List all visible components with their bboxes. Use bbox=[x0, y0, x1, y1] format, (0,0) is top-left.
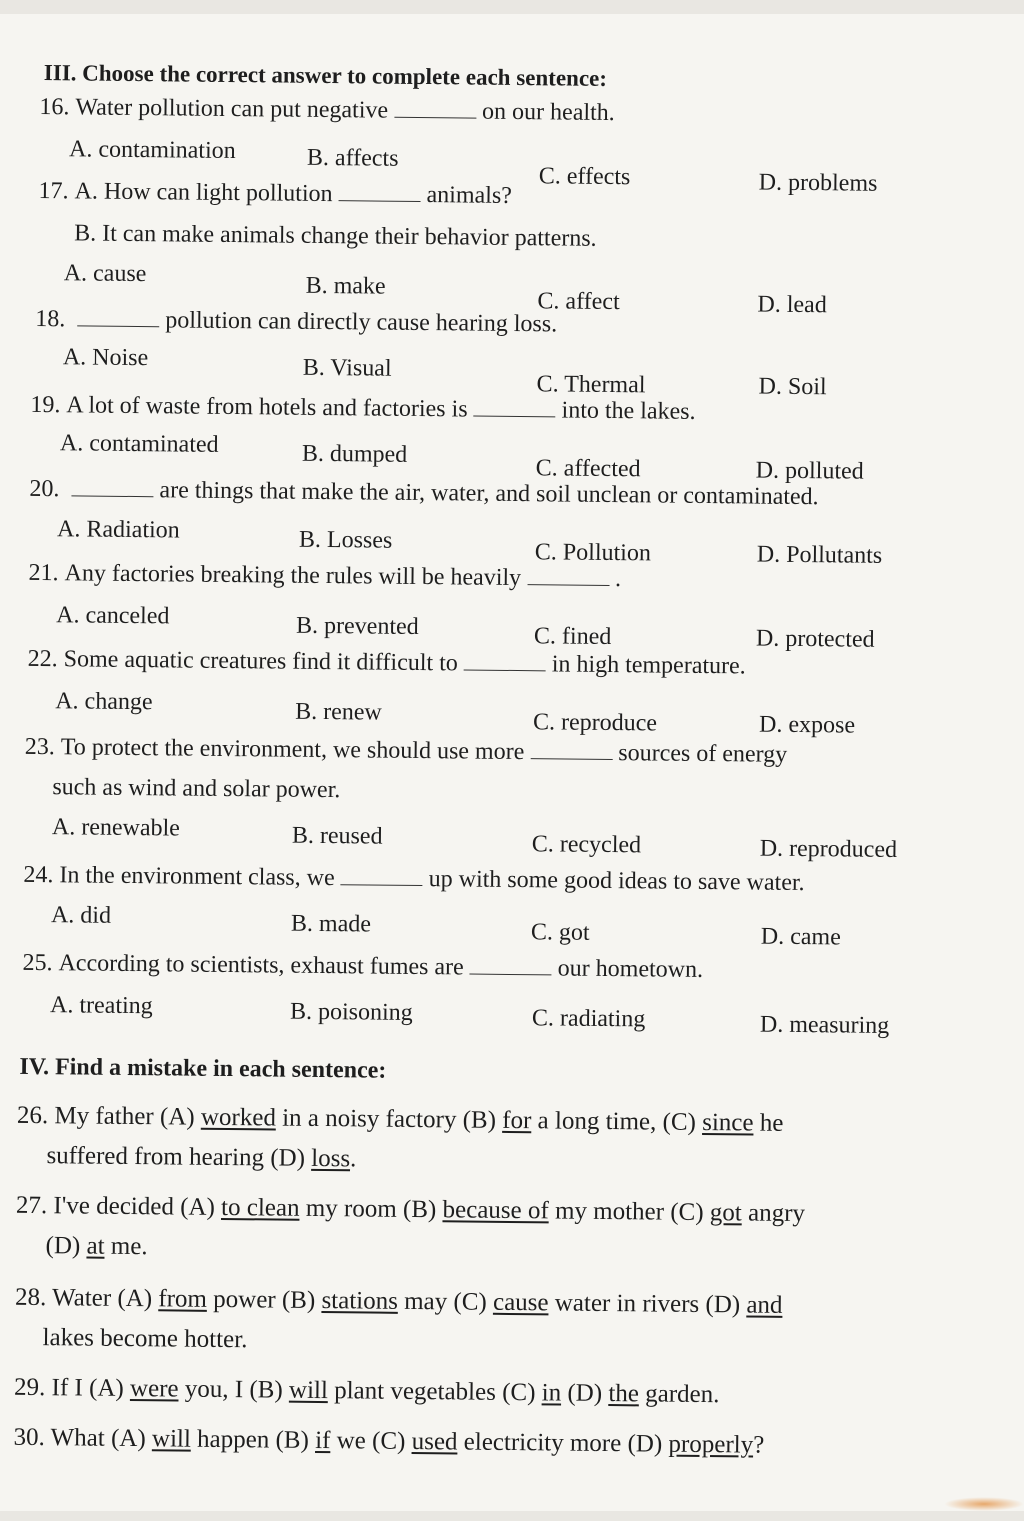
question-text: are things that make the air, water, and soil unclean or contaminated. bbox=[159, 477, 818, 510]
question-text: In the environment class, we bbox=[59, 862, 335, 891]
option-a[interactable]: A. contaminated bbox=[60, 430, 219, 459]
text: happen (B) bbox=[191, 1426, 316, 1454]
question-number: 17. bbox=[38, 178, 68, 204]
question-text: A. How can light pollution bbox=[74, 178, 332, 207]
text: What (A) bbox=[50, 1424, 152, 1452]
question-text: on our health. bbox=[482, 99, 615, 126]
question-number: 30. bbox=[13, 1424, 45, 1451]
question-17 bbox=[38, 178, 512, 209]
question-number: 26. bbox=[17, 1102, 49, 1129]
option-a[interactable]: A. contamination bbox=[69, 136, 236, 165]
question-number: 28. bbox=[15, 1284, 47, 1311]
question-text: According to scientists, exhaust fumes are bbox=[58, 950, 463, 980]
option-d[interactable]: D. Soil bbox=[758, 374, 826, 402]
question-24 bbox=[23, 862, 804, 897]
mistake-question-30 bbox=[13, 1424, 764, 1460]
text: ? bbox=[753, 1432, 764, 1459]
question-number: 27. bbox=[16, 1192, 48, 1219]
option-a[interactable]: A. did bbox=[51, 902, 111, 930]
answer-blank[interactable] bbox=[77, 324, 159, 327]
question-number: 23. bbox=[25, 734, 55, 760]
option-d-word[interactable]: loss bbox=[311, 1145, 350, 1172]
option-d[interactable]: D. problems bbox=[759, 170, 878, 198]
option-b-word[interactable]: stations bbox=[321, 1287, 398, 1315]
option-d-word[interactable]: at bbox=[86, 1233, 104, 1260]
question-number: 20. bbox=[29, 476, 59, 502]
mistake-question-27-line2 bbox=[45, 1232, 147, 1261]
option-b-word[interactable]: if bbox=[315, 1427, 331, 1454]
question-number: 21. bbox=[28, 560, 58, 586]
option-b[interactable]: B. prevented bbox=[296, 613, 419, 641]
section-4-title: IV. Find a mistake in each sentence: bbox=[19, 1054, 386, 1085]
option-b[interactable]: B. poisoning bbox=[290, 999, 413, 1027]
question-number: 29. bbox=[14, 1374, 46, 1401]
question-number: 24. bbox=[23, 862, 53, 888]
option-c-word[interactable]: used bbox=[412, 1428, 458, 1455]
question-text: To protect the environment, we should use more bbox=[61, 734, 525, 765]
option-a[interactable]: A. Noise bbox=[63, 344, 149, 372]
mistake-question-27 bbox=[16, 1192, 805, 1228]
question-text: sources of energy bbox=[618, 740, 787, 768]
question-number: 22. bbox=[28, 646, 58, 672]
text: I've decided (A) bbox=[53, 1192, 221, 1221]
mistake-question-28 bbox=[15, 1284, 783, 1320]
option-c[interactable]: C. recycled bbox=[532, 831, 642, 859]
option-b[interactable]: B. dumped bbox=[302, 441, 408, 469]
option-c[interactable]: C. Thermal bbox=[536, 371, 645, 399]
text: may (C) bbox=[398, 1288, 493, 1316]
text: . bbox=[350, 1145, 357, 1172]
question-22 bbox=[28, 646, 746, 680]
option-c-word[interactable]: since bbox=[702, 1109, 754, 1137]
answer-blank[interactable] bbox=[530, 757, 612, 760]
question-text: animals? bbox=[426, 182, 512, 209]
text: you, I (B) bbox=[178, 1376, 289, 1404]
text: If I (A) bbox=[51, 1374, 130, 1402]
option-d-word[interactable]: and bbox=[746, 1291, 782, 1318]
question-text: A lot of waste from hotels and factories is bbox=[66, 392, 468, 422]
option-c[interactable]: C. Pollution bbox=[535, 539, 651, 567]
text: my mother (C) bbox=[549, 1197, 710, 1226]
option-d[interactable]: D. reproduced bbox=[760, 836, 898, 864]
text: plant vegetables (C) bbox=[328, 1377, 542, 1406]
option-c-word[interactable]: cause bbox=[493, 1289, 549, 1317]
text: (D) bbox=[45, 1232, 86, 1259]
text: Water (A) bbox=[52, 1284, 159, 1312]
option-b[interactable]: B. Visual bbox=[303, 355, 392, 383]
option-b-word[interactable]: will bbox=[289, 1377, 328, 1404]
option-a[interactable]: A. treating bbox=[50, 992, 153, 1020]
question-number: 25. bbox=[22, 950, 52, 976]
mistake-question-28-line2 bbox=[42, 1324, 247, 1354]
text: electricity more (D) bbox=[457, 1428, 668, 1457]
option-b[interactable]: B. made bbox=[291, 911, 371, 939]
question-17-line2: B. It can make animals change their behavior patterns. bbox=[74, 220, 597, 252]
question-text: up with some good ideas to save water. bbox=[429, 866, 805, 896]
option-a[interactable]: A. renewable bbox=[52, 814, 180, 842]
answer-blank[interactable] bbox=[470, 973, 552, 976]
option-d-word[interactable]: the bbox=[608, 1380, 639, 1407]
section-3-title: III. Choose the correct answer to complete each sentence: bbox=[44, 60, 607, 92]
question-text: in high temperature. bbox=[552, 651, 746, 679]
option-d[interactable]: D. expose bbox=[759, 712, 855, 740]
text: my room (B) bbox=[299, 1195, 442, 1223]
option-a-word[interactable]: will bbox=[152, 1425, 191, 1452]
text: in a noisy factory (B) bbox=[276, 1105, 503, 1134]
option-a-word[interactable]: to clean bbox=[221, 1194, 300, 1222]
question-number: 18. bbox=[35, 306, 65, 332]
text: My father (A) bbox=[54, 1102, 201, 1131]
question-number: 16. bbox=[39, 94, 69, 120]
option-c[interactable]: C. affect bbox=[537, 288, 619, 316]
question-20 bbox=[29, 476, 818, 511]
option-b-word[interactable]: for bbox=[502, 1107, 531, 1134]
question-19 bbox=[30, 392, 695, 425]
question-text: Water pollution can put negative bbox=[75, 94, 388, 123]
answer-blank[interactable] bbox=[71, 494, 153, 497]
option-d[interactable]: D. lead bbox=[757, 292, 827, 320]
corner-shadow bbox=[944, 1497, 1024, 1511]
question-text: pollution can directly cause hearing loss. bbox=[165, 307, 557, 337]
text: lakes become hotter. bbox=[42, 1324, 247, 1353]
mistake-question-26-line2 bbox=[46, 1142, 356, 1173]
option-d[interactable]: D. polluted bbox=[756, 458, 864, 486]
text: garden. bbox=[639, 1380, 720, 1408]
text: power (B) bbox=[207, 1286, 322, 1314]
option-c[interactable]: C. got bbox=[531, 919, 590, 947]
question-16 bbox=[39, 94, 615, 126]
option-d[interactable]: D. protected bbox=[756, 626, 875, 654]
question-text: into the lakes. bbox=[561, 397, 695, 424]
option-c[interactable]: C. fined bbox=[534, 623, 612, 651]
text: me. bbox=[104, 1233, 147, 1260]
option-c-word[interactable]: got bbox=[710, 1199, 742, 1226]
option-c-word[interactable]: in bbox=[542, 1379, 562, 1406]
option-a-word[interactable]: were bbox=[130, 1375, 179, 1403]
option-d-word[interactable]: properly bbox=[668, 1431, 753, 1459]
text: water in rivers (D) bbox=[548, 1289, 746, 1318]
answer-blank[interactable] bbox=[341, 883, 423, 886]
answer-blank[interactable] bbox=[394, 116, 476, 119]
text: a long time, (C) bbox=[531, 1107, 702, 1136]
question-21 bbox=[28, 560, 621, 593]
question-text: Any factories breaking the rules will be heavily bbox=[64, 560, 521, 591]
text: suffered from hearing (D) bbox=[46, 1142, 311, 1172]
text: we (C) bbox=[330, 1427, 412, 1455]
question-text: Some aquatic creatures find it difficult to bbox=[64, 646, 458, 676]
answer-blank[interactable] bbox=[527, 583, 609, 586]
option-a[interactable]: A. cause bbox=[64, 260, 147, 288]
option-b[interactable]: B. affects bbox=[307, 145, 399, 173]
question-23-line2: such as wind and solar power. bbox=[52, 774, 340, 803]
option-a-word[interactable]: worked bbox=[201, 1104, 276, 1132]
option-b-word[interactable]: because of bbox=[442, 1196, 548, 1224]
option-d[interactable]: D. measuring bbox=[760, 1012, 890, 1040]
option-c[interactable]: C. effects bbox=[539, 163, 631, 191]
option-b[interactable]: B. reused bbox=[292, 823, 383, 851]
question-text: . bbox=[615, 566, 621, 592]
option-c[interactable]: C. affected bbox=[536, 455, 641, 483]
option-b[interactable]: B. make bbox=[306, 273, 386, 301]
answer-blank[interactable] bbox=[474, 415, 556, 418]
mistake-question-26 bbox=[17, 1102, 784, 1138]
option-a[interactable]: A. canceled bbox=[56, 602, 170, 630]
text: angry bbox=[742, 1199, 805, 1227]
option-a[interactable]: A. change bbox=[55, 688, 153, 716]
option-d[interactable]: D. came bbox=[761, 924, 841, 952]
text: he bbox=[753, 1110, 783, 1137]
question-23 bbox=[25, 734, 788, 768]
answer-blank[interactable] bbox=[464, 668, 546, 671]
answer-blank[interactable] bbox=[339, 199, 421, 202]
question-number: 19. bbox=[30, 392, 60, 418]
option-b[interactable]: B. Losses bbox=[299, 527, 393, 555]
option-d[interactable]: D. Pollutants bbox=[757, 542, 883, 570]
option-a[interactable]: A. Radiation bbox=[57, 516, 180, 544]
mistake-question-29 bbox=[14, 1374, 720, 1409]
question-text: our hometown. bbox=[558, 955, 704, 983]
question-18 bbox=[35, 306, 557, 338]
option-c[interactable]: C. radiating bbox=[532, 1005, 646, 1033]
option-c[interactable]: C. reproduce bbox=[533, 709, 657, 737]
question-25 bbox=[22, 950, 703, 984]
option-b[interactable]: B. renew bbox=[295, 699, 382, 727]
option-a-word[interactable]: from bbox=[158, 1285, 207, 1313]
text: (D) bbox=[561, 1380, 608, 1407]
